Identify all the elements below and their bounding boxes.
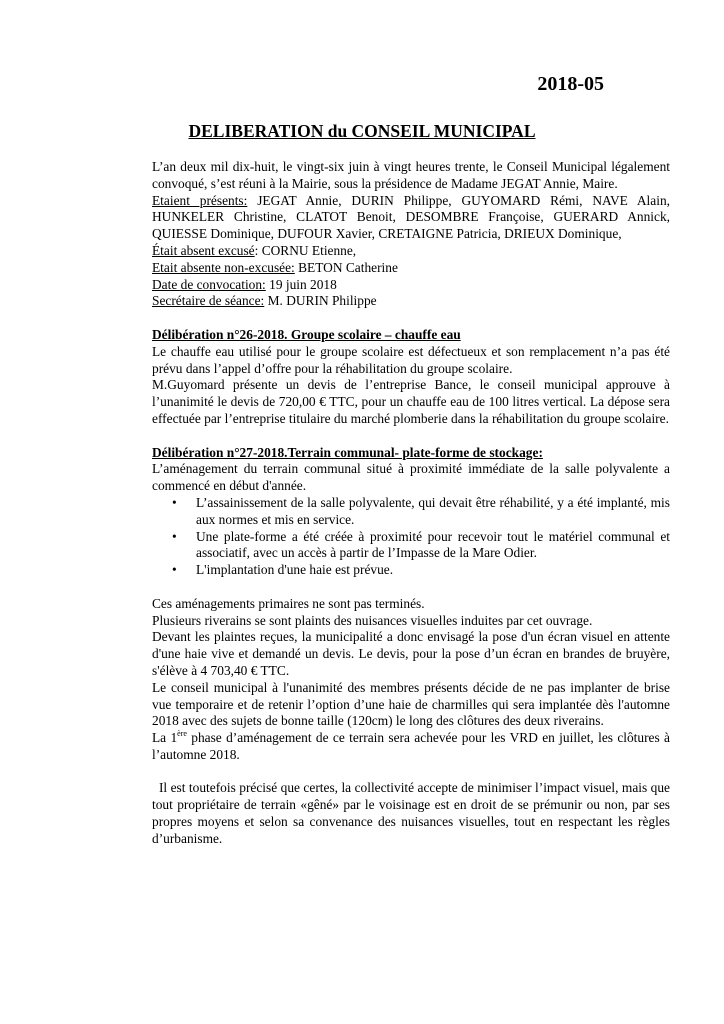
intro-paragraph: L’an deux mil dix-huit, le vingt-six juin à vingt heures trente, le Conseil Municipal légalement convoqué, s’est réuni à la Mairie, sous la présidence de Madame JEGAT Annie, Maire. bbox=[152, 159, 670, 191]
attendance-unexcused bbox=[152, 260, 670, 277]
phase-text-start: La 1 bbox=[152, 730, 178, 746]
present-label: Etaient présents: bbox=[152, 192, 248, 208]
document-number: 2018-05 bbox=[537, 73, 604, 95]
delib27-bullet-list bbox=[152, 495, 670, 579]
list-item-text: L'implantation d'une haie est prévue. bbox=[196, 562, 394, 578]
phase-paragraph bbox=[152, 730, 670, 764]
convocation-date bbox=[152, 277, 670, 294]
secretary-value: M. DURIN Philippe bbox=[264, 293, 377, 309]
document-title: DELIBERATION du CONSEIL MUNICIPAL bbox=[188, 121, 536, 141]
unexcused-label: Etait absente non-excusée: bbox=[152, 259, 295, 275]
excused-value: : CORNU Etienne, bbox=[254, 242, 357, 258]
list-item bbox=[152, 562, 670, 579]
unexcused-value: BETON Catherine bbox=[294, 259, 398, 275]
bullet-icon: • bbox=[172, 494, 177, 510]
session-secretary bbox=[152, 293, 670, 310]
document-body bbox=[152, 159, 674, 848]
bullet-icon: • bbox=[172, 562, 177, 578]
not-finished-paragraph: Ces aménagements primaires ne sont pas terminés. bbox=[152, 595, 425, 611]
attendance-excused bbox=[152, 243, 670, 260]
convocation-label: Date de convocation: bbox=[152, 276, 266, 292]
final-paragraph: Il est toutefois précisé que certes, la collectivité accepte de minimiser l’impact visuel, mais que tout propriétaire de terrain «gêné» par le voisinage est en droit de se prémunir ou non, par ses propres moyens et selon sa convenance des nuisances visuelles, tout en respectant les règles d’urbanisme. bbox=[152, 780, 674, 846]
phase-superscript: ère bbox=[177, 729, 187, 739]
decision-paragraph: Le conseil municipal à l'unanimité des membres présents décide de ne pas implanter de brise vue temporaire et de retenir l’option d’une haie de charmilles qui sera implantée dès l'automne 2018 avec des sujets de bonne taille (120cm) le long des clôtures des deux riverains. bbox=[152, 679, 670, 729]
list-item-text: Une plate-forme a été créée à proximité pour recevoir tout le matériel communal et associatif, avec un accès à partir de l’Impasse de la Mare Odier. bbox=[196, 528, 670, 561]
list-item bbox=[152, 495, 670, 529]
secretary-label: Secrétaire de séance: bbox=[152, 293, 265, 309]
delib26-paragraph-2: M.Guyomard présente un devis de l’entreprise Bance, le conseil municipal approuve à l’unanimité le devis de 720,00 € TTC, pour un chauffe eau de 100 litres vertical. La dépose sera effectuée par l’entreprise titulaire du marché plomberie dans la réhabilitation du groupe scolaire. bbox=[152, 377, 670, 426]
delib27-intro: L’aménagement du terrain communal situé à proximité immédiate de la salle polyvalente a commencé en début d'année. bbox=[152, 461, 670, 494]
convocation-value: 19 juin 2018 bbox=[265, 276, 337, 292]
present-value: JEGAT Annie, DURIN Philippe, GUYOMARD Rémi, NAVE Alain, HUNKELER Christine, CLATOT Benoit, DESOMBRE Françoise, GUERARD Annick, QUIESSE Dominique, DUFOUR Xavier, CRETAIGNE Patricia, DRIEUX Dominique, bbox=[152, 192, 670, 242]
phase-text-end: phase d’aménagement de ce terrain sera achevée pour les VRD en juillet, les clôtures à l’automne 2018. bbox=[152, 730, 670, 762]
delib26-paragraph-1: Le chauffe eau utilisé pour le groupe scolaire est défectueux et son remplacement n’a pas été prévu dans l’appel d’offre pour la réhabilitation du groupe scolaire. bbox=[152, 343, 670, 376]
complaints-paragraph: Plusieurs riverains se sont plaints des nuisances visuelles induites par cet ouvrage. bbox=[152, 612, 593, 628]
attendance-present bbox=[152, 193, 670, 243]
quote-paragraph: Devant les plaintes reçues, la municipalité a donc envisagé la pose d'un écran visuel en attente d'une haie vive et demandé un devis. Le devis, pour la pose d’un écran en brandes de bruyère, s'élève à 4 703,40 € TTC. bbox=[152, 629, 670, 678]
list-item bbox=[152, 529, 670, 563]
excused-label: Était absent excusé bbox=[152, 242, 255, 258]
bullet-icon: • bbox=[172, 528, 177, 544]
delib27-heading: Délibération n°27-2018.Terrain communal- plate-forme de stockage: bbox=[152, 444, 543, 460]
list-item-text: L’assainissement de la salle polyvalente, qui devait être réhabilité, y a été implanté, mis aux normes et mis en service. bbox=[196, 494, 670, 527]
delib26-heading: Délibération n°26-2018. Groupe scolaire – chauffe eau bbox=[152, 326, 461, 342]
